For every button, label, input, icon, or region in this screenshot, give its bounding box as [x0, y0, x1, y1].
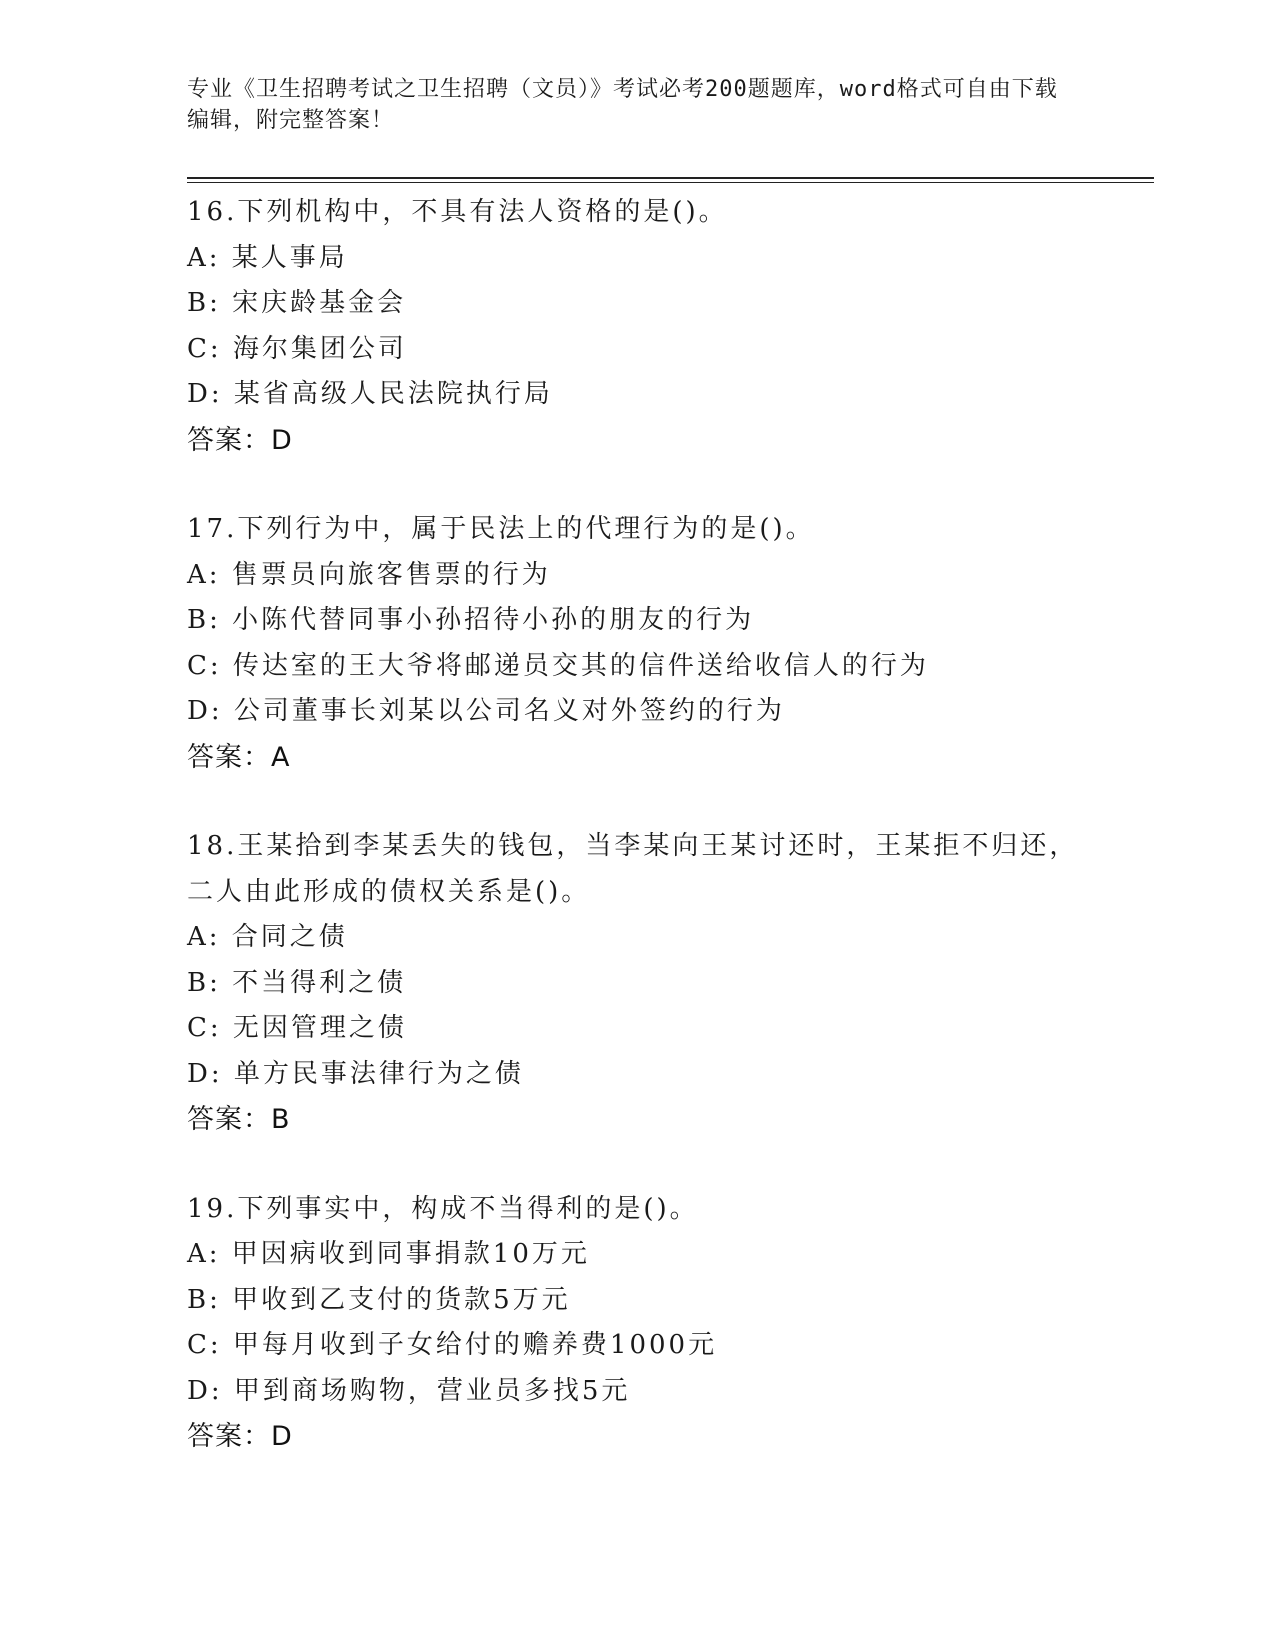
option-c: C: 甲每月收到子女给付的赡养费1000元 — [187, 1330, 718, 1360]
document-header: 专业《卫生招聘考试之卫生招聘（文员）》考试必考200题题库，word格式可自由下载编辑，附完整答案！ — [187, 77, 1058, 133]
answer-line: 答案：B — [187, 1104, 291, 1135]
option-b: B: 不当得利之债 — [187, 967, 407, 998]
header-divider-thin — [187, 182, 1154, 183]
option-a: A: 售票员向旅客售票的行为 — [187, 559, 551, 590]
answer-line: 答案：D — [187, 1421, 293, 1452]
option-b: B: 宋庆龄基金会 — [187, 288, 407, 318]
option-c: C: 无因管理之债 — [187, 1013, 407, 1043]
question-list — [187, 190, 1147, 1504]
header-divider-thick — [187, 177, 1154, 179]
option-b: B: 甲收到乙支付的货款5万元 — [187, 1284, 571, 1315]
option-d: D: 公司董事长刘某以公司名义对外签约的行为 — [187, 696, 785, 726]
question-19 — [187, 1187, 1147, 1460]
option-d: D: 单方民事法律行为之债 — [187, 1058, 524, 1089]
option-a: A: 合同之债 — [187, 922, 348, 952]
question-stem: 16.下列机构中，不具有法人资格的是()。 — [187, 197, 728, 227]
option-c: C: 海尔集团公司 — [187, 333, 407, 364]
question-16 — [187, 190, 1147, 463]
option-a: A: 某人事局 — [187, 242, 348, 273]
question-18 — [187, 824, 1147, 1143]
question-stem: 18.王某拾到李某丢失的钱包，当李某向王某讨还时，王某拒不归还，二人由此形成的债权关系是()。 — [187, 831, 1079, 907]
option-b: B: 小陈代替同事小孙招待小孙的朋友的行为 — [187, 605, 755, 635]
option-c: C: 传达室的王大爷将邮递员交其的信件送给收信人的行为 — [187, 650, 929, 681]
option-d: D: 甲到商场购物，营业员多找5元 — [187, 1375, 631, 1406]
question-stem: 17.下列行为中，属于民法上的代理行为的是()。 — [187, 514, 815, 544]
question-17 — [187, 507, 1147, 780]
option-d: D: 某省高级人民法院执行局 — [187, 379, 553, 409]
question-stem: 19.下列事实中，构成不当得利的是()。 — [187, 1193, 699, 1224]
answer-line: 答案：D — [187, 424, 293, 456]
option-a: A: 甲因病收到同事捐款10万元 — [187, 1239, 590, 1269]
answer-line: 答案：A — [187, 741, 291, 773]
